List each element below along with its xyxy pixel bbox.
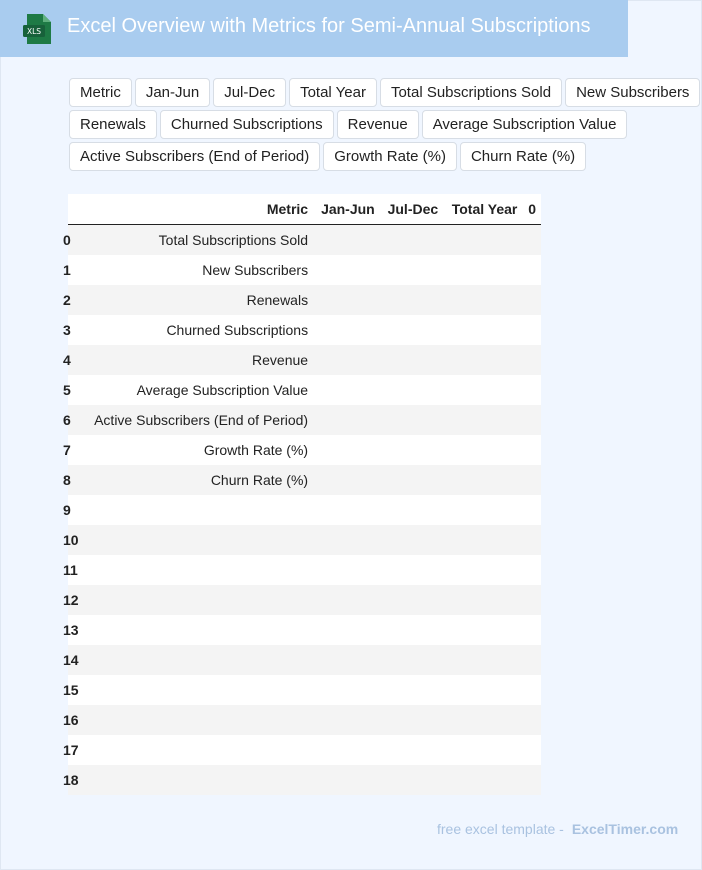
row-index: 3 xyxy=(63,322,71,338)
metric-cell xyxy=(79,705,314,735)
table-row xyxy=(68,645,541,675)
value-cell xyxy=(380,525,443,555)
metric-cell: Growth Rate (%) xyxy=(79,435,314,465)
metric-cell xyxy=(79,495,314,525)
row-index-cell xyxy=(63,705,79,735)
metric-cell: Total Subscriptions Sold xyxy=(79,225,314,256)
row-index: 6 xyxy=(63,412,71,428)
value-cell xyxy=(443,345,522,375)
value-cell xyxy=(443,525,522,555)
table-row xyxy=(68,765,541,795)
value-cell xyxy=(443,285,522,315)
row-index: 16 xyxy=(63,712,79,728)
row-index: 11 xyxy=(63,562,78,578)
row-index-cell xyxy=(63,345,79,375)
row-index-cell xyxy=(63,555,79,585)
data-table xyxy=(63,194,541,795)
row-index-cell xyxy=(63,495,79,525)
table-row xyxy=(68,525,541,555)
table-row xyxy=(68,615,541,645)
value-cell xyxy=(443,645,522,675)
value-cell xyxy=(380,225,443,256)
row-index: 5 xyxy=(63,382,71,398)
table-row xyxy=(68,675,541,705)
row-index-cell xyxy=(63,435,79,465)
value-cell xyxy=(522,315,541,345)
table-row xyxy=(68,705,541,735)
value-cell xyxy=(313,345,380,375)
value-cell xyxy=(443,675,522,705)
value-cell xyxy=(313,645,380,675)
row-index: 18 xyxy=(63,772,79,788)
table-row xyxy=(68,435,541,465)
value-cell xyxy=(380,435,443,465)
value-cell xyxy=(380,585,443,615)
value-cell xyxy=(380,255,443,285)
value-cell xyxy=(313,675,380,705)
metric-cell xyxy=(79,555,314,585)
column-header: Metric xyxy=(79,194,314,225)
value-cell xyxy=(380,645,443,675)
value-cell xyxy=(380,405,443,435)
column-chip[interactable]: Churn Rate (%) xyxy=(460,142,586,171)
column-chip[interactable]: New Subscribers xyxy=(565,78,700,107)
column-header: Jul-Dec xyxy=(380,194,443,225)
footer-prefix: free excel template - xyxy=(437,821,564,837)
column-chip[interactable]: Jan-Jun xyxy=(135,78,210,107)
value-cell xyxy=(443,405,522,435)
value-cell xyxy=(443,705,522,735)
value-cell xyxy=(522,585,541,615)
metric-cell: New Subscribers xyxy=(79,255,314,285)
metric-cell: Active Subscribers (End of Period) xyxy=(79,405,314,435)
column-chip[interactable]: Renewals xyxy=(69,110,157,139)
value-cell xyxy=(313,765,380,795)
value-cell xyxy=(380,375,443,405)
metric-cell xyxy=(79,525,314,555)
value-cell xyxy=(522,555,541,585)
svg-text:XLS: XLS xyxy=(26,27,42,36)
value-cell xyxy=(380,765,443,795)
value-cell xyxy=(443,225,522,256)
row-index-cell xyxy=(63,675,79,705)
row-index: 13 xyxy=(63,622,79,638)
value-cell xyxy=(380,675,443,705)
row-index-cell xyxy=(63,405,79,435)
table-row xyxy=(68,495,541,525)
value-cell xyxy=(443,555,522,585)
value-cell xyxy=(313,585,380,615)
table-row xyxy=(68,315,541,345)
table-row xyxy=(68,285,541,315)
column-chip[interactable]: Jul-Dec xyxy=(213,78,286,107)
table-header-row xyxy=(68,194,541,225)
column-chip-list xyxy=(69,78,701,171)
title-banner xyxy=(0,0,628,57)
row-index: 4 xyxy=(63,352,71,368)
column-header: 0 xyxy=(522,194,541,225)
value-cell xyxy=(380,615,443,645)
data-table-container xyxy=(63,194,541,795)
metric-cell xyxy=(79,765,314,795)
value-cell xyxy=(443,465,522,495)
row-index-cell xyxy=(63,255,79,285)
footer-brand-link[interactable]: ExcelTimer.com xyxy=(571,821,679,837)
row-index-cell xyxy=(63,285,79,315)
row-index: 15 xyxy=(63,682,79,698)
value-cell xyxy=(313,255,380,285)
value-cell xyxy=(313,735,380,765)
value-cell xyxy=(313,225,380,256)
value-cell xyxy=(380,705,443,735)
value-cell xyxy=(522,495,541,525)
table-body xyxy=(63,225,541,796)
value-cell xyxy=(443,585,522,615)
value-cell xyxy=(380,465,443,495)
value-cell xyxy=(380,345,443,375)
value-cell xyxy=(313,435,380,465)
value-cell xyxy=(522,225,541,256)
metric-cell: Churned Subscriptions xyxy=(79,315,314,345)
value-cell xyxy=(313,315,380,345)
metric-cell xyxy=(79,735,314,765)
value-cell xyxy=(443,495,522,525)
value-cell xyxy=(313,375,380,405)
value-cell xyxy=(443,615,522,645)
value-cell xyxy=(313,555,380,585)
row-index-cell xyxy=(63,645,79,675)
column-chip[interactable]: Metric xyxy=(69,78,132,107)
table-row xyxy=(68,585,541,615)
value-cell xyxy=(522,525,541,555)
xls-file-icon xyxy=(23,14,51,44)
row-index-cell xyxy=(63,615,79,645)
row-index: 9 xyxy=(63,502,71,518)
row-index-cell xyxy=(63,375,79,405)
value-cell xyxy=(522,765,541,795)
value-cell xyxy=(522,255,541,285)
column-chip[interactable]: Total Year xyxy=(289,78,377,107)
row-index: 10 xyxy=(63,532,79,548)
value-cell xyxy=(313,405,380,435)
value-cell xyxy=(380,495,443,525)
value-cell xyxy=(313,495,380,525)
value-cell xyxy=(522,285,541,315)
metric-cell xyxy=(79,645,314,675)
value-cell xyxy=(313,525,380,555)
row-index: 0 xyxy=(63,232,71,248)
column-header: Total Year xyxy=(443,194,522,225)
column-header: Jan-Jun xyxy=(313,194,380,225)
table-row xyxy=(68,225,541,256)
metric-cell: Renewals xyxy=(79,285,314,315)
page-title: Excel Overview with Metrics for Semi-Annual Subscriptions xyxy=(67,15,591,37)
metric-cell: Average Subscription Value xyxy=(79,375,314,405)
value-cell xyxy=(443,315,522,345)
value-cell xyxy=(522,405,541,435)
value-cell xyxy=(313,285,380,315)
table-row xyxy=(68,255,541,285)
column-chip[interactable]: Growth Rate (%) xyxy=(323,142,457,171)
row-index: 12 xyxy=(63,592,79,608)
value-cell xyxy=(522,345,541,375)
column-chip[interactable]: Churned Subscriptions xyxy=(160,110,334,139)
value-cell xyxy=(522,645,541,675)
metric-cell xyxy=(79,585,314,615)
row-index-cell xyxy=(63,765,79,795)
row-index: 2 xyxy=(63,292,71,308)
value-cell xyxy=(380,555,443,585)
value-cell xyxy=(443,255,522,285)
metric-cell: Revenue xyxy=(79,345,314,375)
value-cell xyxy=(313,705,380,735)
value-cell xyxy=(443,735,522,765)
value-cell xyxy=(313,615,380,645)
column-chip[interactable]: Revenue xyxy=(337,110,419,139)
value-cell xyxy=(522,675,541,705)
row-index: 14 xyxy=(63,652,79,668)
table-row xyxy=(68,375,541,405)
value-cell xyxy=(443,765,522,795)
column-chip[interactable]: Average Subscription Value xyxy=(422,110,628,139)
row-index: 7 xyxy=(63,442,71,458)
row-index-cell xyxy=(63,735,79,765)
table-row xyxy=(68,345,541,375)
column-chip[interactable]: Active Subscribers (End of Period) xyxy=(69,142,320,171)
value-cell xyxy=(380,285,443,315)
value-cell xyxy=(380,735,443,765)
value-cell xyxy=(443,375,522,405)
metric-cell: Churn Rate (%) xyxy=(79,465,314,495)
row-index-cell xyxy=(63,225,79,256)
value-cell xyxy=(522,435,541,465)
value-cell xyxy=(380,315,443,345)
index-header xyxy=(68,194,79,225)
value-cell xyxy=(522,615,541,645)
row-index: 1 xyxy=(63,262,71,278)
column-chip[interactable]: Total Subscriptions Sold xyxy=(380,78,562,107)
table-row xyxy=(68,735,541,765)
value-cell xyxy=(522,735,541,765)
table-row xyxy=(68,405,541,435)
value-cell xyxy=(522,465,541,495)
footer-credit xyxy=(437,821,678,837)
value-cell xyxy=(443,435,522,465)
value-cell xyxy=(522,705,541,735)
row-index: 17 xyxy=(63,742,79,758)
metric-cell xyxy=(79,675,314,705)
table-row xyxy=(68,465,541,495)
row-index-cell xyxy=(63,315,79,345)
metric-cell xyxy=(79,615,314,645)
table-row xyxy=(68,555,541,585)
row-index-cell xyxy=(63,465,79,495)
value-cell xyxy=(522,375,541,405)
value-cell xyxy=(313,465,380,495)
row-index-cell xyxy=(63,585,79,615)
row-index-cell xyxy=(63,525,79,555)
row-index: 8 xyxy=(63,472,71,488)
